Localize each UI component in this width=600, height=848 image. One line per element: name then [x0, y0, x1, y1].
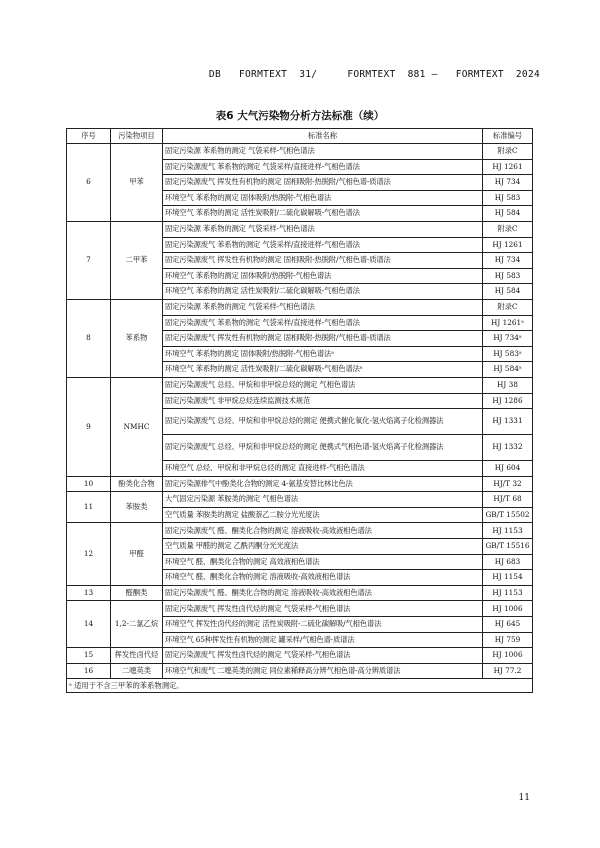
- standard-code: HJ 1153: [483, 523, 533, 539]
- standard-name: 环境空气 苯系物的测定 活性炭吸附/二硫化碳解吸-气相色谱法: [163, 284, 483, 300]
- pollutant-name: 1,2-二氯乙烷: [111, 601, 163, 648]
- standard-name: 固定污染源废气 醛、酮类化合物的测定 溶液吸收-高效液相色谱法: [163, 523, 483, 539]
- column-header-pollutant: 污染物项目: [111, 129, 163, 144]
- standard-name: 固定污染源排气中酚类化合物的测定 4-氨基安替比林比色法: [163, 476, 483, 492]
- standard-code: HJ 1332: [483, 435, 533, 461]
- standard-name: 空气质量 甲醛的测定 乙酰丙酮分光光度法: [163, 539, 483, 555]
- standard-code: 附录C: [483, 221, 533, 237]
- standard-code: GB/T 15502: [483, 507, 533, 523]
- standard-name: 环境空气 苯系物的测定 固体吸附/热脱附-气相色谱法ᵃ: [163, 346, 483, 362]
- table-row: [67, 144, 533, 160]
- row-number: 7: [67, 221, 111, 299]
- standard-name: 固定污染源废气 非甲烷总烃连续监测技术规范: [163, 393, 483, 409]
- standard-name: 环境空气 总烃、甲烷和非甲烷总烃的测定 直接进样-气相色谱法: [163, 461, 483, 477]
- standard-name: 环境空气 苯系物的测定 固体吸附/热脱附-气相色谱法: [163, 268, 483, 284]
- standard-code: HJ 584: [483, 206, 533, 222]
- standard-name: 环境空气 苯系物的测定 固体吸附/热脱附-气相色谱法: [163, 190, 483, 206]
- standard-name: 固定污染源废气 苯系物的测定 气袋采样/直接进样-气相色谱法: [163, 159, 483, 175]
- standard-code: HJ 1261ᵃ: [483, 315, 533, 331]
- table-header-row: [67, 129, 533, 144]
- row-number: 6: [67, 144, 111, 222]
- table-body: [67, 144, 533, 679]
- standard-code: HJ 77.2: [483, 663, 533, 679]
- standard-name: 环境空气 苯系物的测定 活性炭吸附/二硫化碳解吸-气相色谱法ᵃ: [163, 362, 483, 378]
- row-number: 12: [67, 523, 111, 585]
- pollutant-name: 甲苯: [111, 144, 163, 222]
- table-row: [67, 663, 533, 679]
- standard-code: HJ/T 68: [483, 492, 533, 508]
- row-number: 10: [67, 476, 111, 492]
- row-number: 13: [67, 585, 111, 601]
- standard-code: HJ 734: [483, 253, 533, 269]
- standard-name: 固定污染源废气 挥发性卤代烃的测定 气袋采样-气相色谱法: [163, 648, 483, 664]
- pollutant-name: 酚类化合物: [111, 476, 163, 492]
- standard-code: HJ 583: [483, 268, 533, 284]
- column-header-no: 序号: [67, 129, 111, 144]
- standard-code: HJ 734: [483, 175, 533, 191]
- table-row: [67, 377, 533, 393]
- standard-name: 固定污染源废气 挥发性有机物的测定 固相吸附-热脱附/气相色谱-质谱法: [163, 175, 483, 191]
- standard-name: 固定污染源废气 挥发性卤代烃的测定 气袋采样-气相色谱法: [163, 601, 483, 617]
- standard-name: 固定污染源废气 总烃、甲烷和非甲烷总烃的测定 便携式催化氧化-氢火焰离子化检测器法: [163, 409, 483, 435]
- standard-code: 附录C: [483, 144, 533, 160]
- standard-code: HJ 1006: [483, 601, 533, 617]
- standard-name: 环境空气和废气 二噁英类的测定 同位素稀释高分辨气相色谱-高分辨质谱法: [163, 663, 483, 679]
- standard-code: HJ 1261: [483, 237, 533, 253]
- row-number: 16: [67, 663, 111, 679]
- standard-name: 固定污染源废气 苯系物的测定 气袋采样/直接进样-气相色谱法: [163, 315, 483, 331]
- standard-name: 固定污染源废气 总烃、甲烷和非甲烷总烃的测定 便携式气相色谱-氢火焰离子化检测器法: [163, 435, 483, 461]
- standard-name: 固定污染源废气 总烃、甲烷和非甲烷总烃的测定 气相色谱法: [163, 377, 483, 393]
- standard-name: 固定污染源废气 挥发性有机物的测定 固相吸附-热脱附/气相色谱-质谱法: [163, 253, 483, 269]
- table-row: [67, 601, 533, 617]
- standard-code: HJ 1286: [483, 393, 533, 409]
- standard-name: 固定污染源废气 醛、酮类化合物的测定 溶液吸收-高效液相色谱法: [163, 585, 483, 601]
- document-header: DB FORMTEXT 31/ FORMTEXT 881 — FORMTEXT 2024: [208, 69, 540, 80]
- standard-code: HJ 645: [483, 617, 533, 633]
- row-number: 11: [67, 492, 111, 523]
- standard-code: HJ 604: [483, 461, 533, 477]
- standard-name: 环境空气 挥发性卤代烃的测定 活性炭吸附-二硫化碳解吸/气相色谱法: [163, 617, 483, 633]
- footnote: ᵃ 适用于不含三甲苯的苯系物测定。: [67, 679, 533, 693]
- column-header-code: 标准编号: [483, 129, 533, 144]
- row-number: 14: [67, 601, 111, 648]
- pollutant-name: 苯系物: [111, 299, 163, 377]
- table-title: 表6 大气污染物分析方法标准（续）: [215, 110, 385, 122]
- standard-code: HJ 1153: [483, 585, 533, 601]
- standard-code: HJ 759: [483, 632, 533, 648]
- table-row: [67, 221, 533, 237]
- standard-name: 环境空气 醛、酮类化合物的测定 溶液吸收-高效液相色谱法: [163, 570, 483, 586]
- standard-code: HJ 734ᵃ: [483, 331, 533, 347]
- standard-name: 环境空气 醛、酮类化合物的测定 高效液相色谱法: [163, 554, 483, 570]
- standard-name: 环境空气 苯系物的测定 活性炭吸附/二硫化碳解吸-气相色谱法: [163, 206, 483, 222]
- standard-name: 固定污染源 苯系物的测定 气袋采样-气相色谱法: [163, 299, 483, 315]
- pollutant-name: 二噁英类: [111, 663, 163, 679]
- pollutant-name: NMHC: [111, 377, 163, 476]
- page-number: 11: [518, 793, 530, 803]
- standard-name: 空气质量 苯胺类的测定 盐酸萘乙二胺分光光度法: [163, 507, 483, 523]
- standard-name: 环境空气 65种挥发性有机物的测定 罐采样/气相色谱-质谱法: [163, 632, 483, 648]
- table-row: [67, 585, 533, 601]
- table-row: [67, 476, 533, 492]
- standard-code: HJ 1006: [483, 648, 533, 664]
- table-row: [67, 523, 533, 539]
- standard-name: 固定污染源 苯系物的测定 气袋采样-气相色谱法: [163, 221, 483, 237]
- standard-code: HJ 583ᵃ: [483, 346, 533, 362]
- standard-code: HJ 1154: [483, 570, 533, 586]
- standard-code: HJ 683: [483, 554, 533, 570]
- pollutant-name: 醛酮类: [111, 585, 163, 601]
- table-row: [67, 492, 533, 508]
- standard-code: 附录C: [483, 299, 533, 315]
- standard-code: HJ 583: [483, 190, 533, 206]
- standard-name: 大气固定污染源 苯胺类的测定 气相色谱法: [163, 492, 483, 508]
- pollutant-name: 苯胺类: [111, 492, 163, 523]
- standard-code: HJ 584: [483, 284, 533, 300]
- table-row: [67, 299, 533, 315]
- footnote-row: [67, 679, 533, 693]
- standard-code: HJ 584ᵃ: [483, 362, 533, 378]
- standard-code: HJ/T 32: [483, 476, 533, 492]
- pollutant-name: 挥发性卤代烃: [111, 648, 163, 664]
- row-number: 15: [67, 648, 111, 664]
- standard-name: 固定污染源废气 苯系物的测定 气袋采样/直接进样-气相色谱法: [163, 237, 483, 253]
- standard-code: HJ 1261: [483, 159, 533, 175]
- standard-name: 固定污染源 苯系物的测定 气袋采样-气相色谱法: [163, 144, 483, 160]
- standard-code: HJ 1331: [483, 409, 533, 435]
- row-number: 9: [67, 377, 111, 476]
- column-header-name: 标准名称: [163, 129, 483, 144]
- standard-name: 固定污染源废气 挥发性有机物的测定 固相吸附-热脱附/气相色谱-质谱法: [163, 331, 483, 347]
- standard-code: HJ 38: [483, 377, 533, 393]
- pollutant-name: 二甲苯: [111, 221, 163, 299]
- pollutant-name: 甲醛: [111, 523, 163, 585]
- row-number: 8: [67, 299, 111, 377]
- table-row: [67, 648, 533, 664]
- standards-table: [66, 128, 533, 693]
- standard-code: GB/T 15516: [483, 539, 533, 555]
